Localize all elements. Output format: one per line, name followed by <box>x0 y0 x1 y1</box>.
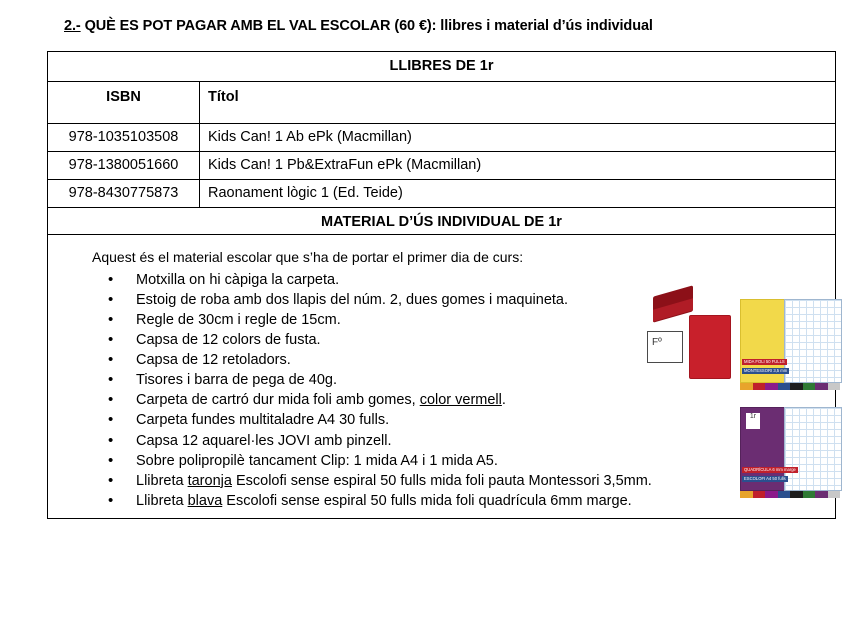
books-and-material-table <box>47 51 836 519</box>
list-item: • Carpeta de cartró dur mida foli amb gomes, color vermell. <box>108 391 835 411</box>
table-row-books-title <box>48 52 836 82</box>
list-item: • Estoig de roba amb dos llapis del núm. 2, dues gomes i maquineta. <box>108 291 835 311</box>
grid-page-top-icon <box>784 299 842 383</box>
list-item: • Capsa de 12 retoladors. <box>108 351 835 371</box>
notebook-bottom-label-blue: ESCOLOFI A4 50 fulls <box>744 476 786 481</box>
table-row-material-body <box>48 235 836 519</box>
list-item: • Llibreta blava Escolofi sense espiral 50 fulls mida foli quadrícula 6mm marge. <box>108 492 835 512</box>
list-item: • Sobre polipropilè tancament Clip: 1 mida A4 i 1 mida A5. <box>108 452 835 472</box>
material-intro: Aquest és el material escolar que s’ha de portar el primer dia de curs: <box>92 249 524 265</box>
notebook-bottom-label-red: QUADRÍCULA 6 mm marge <box>744 467 796 472</box>
books-section-title: LLIBRES DE 1r <box>48 52 836 82</box>
folder-box-icon <box>647 331 683 363</box>
table-row-material-title <box>48 208 836 235</box>
book-title: Kids Can! 1 Ab ePk (Macmillan) <box>200 124 836 152</box>
material-body-cell <box>48 235 836 519</box>
table-row <box>48 180 836 208</box>
notebook-purple-label: 1r <box>746 413 760 429</box>
notebook-top-label-red: MIDA FOLI 50 FULLS <box>744 359 785 364</box>
grid-page-bottom-icon <box>784 407 842 491</box>
book-isbn: 978-1380051660 <box>48 152 200 180</box>
notebook-top-label-blue: MONTESSORI 3,5 mm <box>744 368 788 373</box>
material-section-title: MATERIAL D’ÚS INDIVIDUAL DE 1r <box>48 208 836 235</box>
color-strip-bottom-icon <box>740 491 840 498</box>
column-header-isbn: ISBN <box>48 82 200 124</box>
page-title-text: QUÈ ES POT PAGAR AMB EL VAL ESCOLAR (60 €): llibres i material d’ús individual <box>84 18 653 34</box>
color-strip-top-icon <box>740 383 840 390</box>
material-illustration <box>607 287 827 527</box>
list-item: • Llibreta taronja Escolofi sense espiral 50 fulls mida foli pauta Montessori 3,5mm. <box>108 472 835 492</box>
page-title-number: 2.- <box>64 18 81 34</box>
list-item: • Capsa 12 aquarel·les JOVI amb pinzell. <box>108 432 835 452</box>
list-item: • Motxilla on hi càpiga la carpeta. <box>108 271 835 291</box>
table-row-header <box>48 82 836 124</box>
list-item: • Carpeta fundes multitaladre A4 30 fulls. <box>108 411 835 431</box>
book-title: Raonament lògic 1 (Ed. Teide) <box>200 180 836 208</box>
book-isbn: 978-1035103508 <box>48 124 200 152</box>
table-row <box>48 152 836 180</box>
table-row <box>48 124 836 152</box>
list-item: • Regle de 30cm i regle de 15cm. <box>108 311 835 331</box>
red-folder-icon <box>689 315 731 379</box>
book-title: Kids Can! 1 Pb&ExtraFun ePk (Macmillan) <box>200 152 836 180</box>
column-header-title: Títol <box>200 82 836 124</box>
book-isbn: 978-8430775873 <box>48 180 200 208</box>
list-item: • Capsa de 12 colors de fusta. <box>108 331 835 351</box>
page-title <box>64 18 653 34</box>
list-item: • Tisores i barra de pega de 40g. <box>108 371 835 391</box>
